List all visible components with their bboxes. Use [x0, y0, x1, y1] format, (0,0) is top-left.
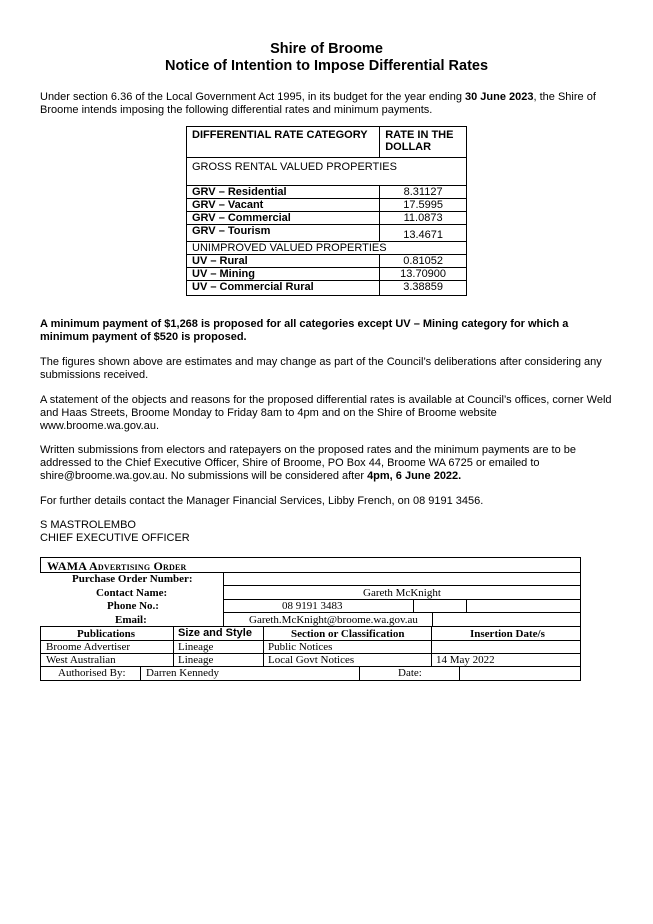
authorised-by-label: Authorised By: — [58, 667, 126, 679]
section-row-uv — [187, 242, 467, 255]
table-row — [187, 268, 467, 281]
column-header-publications: Publications — [77, 628, 136, 640]
rate-cell: 13.4671 — [380, 225, 467, 242]
rate-cell: 17.5995 — [380, 199, 467, 212]
category-cell: GRV – Commercial — [187, 212, 380, 225]
table-row — [187, 212, 467, 225]
minimum-payment-notice: A minimum payment of $1,268 is proposed for all categories except UV – Mining category for which a minimum payment of $520 is proposed. — [40, 318, 569, 343]
rate-cell: 8.31127 — [380, 186, 467, 199]
po-number-label: Purchase Order Number: — [72, 573, 193, 585]
table-row — [187, 186, 467, 199]
section-cell[interactable]: Public Notices — [268, 641, 333, 653]
category-cell: GRV – Residential — [187, 186, 380, 199]
size-cell[interactable]: Lineage — [178, 654, 214, 666]
size-cell[interactable]: Lineage — [178, 641, 214, 653]
page-title: Shire of Broome — [270, 41, 383, 57]
authorised-by-field[interactable]: Darren Kennedy — [146, 667, 219, 679]
publication-cell[interactable]: Broome Advertiser — [46, 641, 131, 653]
statement-paragraph: A statement of the objects and reasons for the proposed differential rates is available at Council’s offices, corner Weld and Haas Streets, Broome Monday to Friday 8am to 4pm and on the Shire of Broome website www.broome.wa.gov.au. — [40, 394, 612, 432]
contact-name-field[interactable]: Gareth McKnight — [363, 587, 441, 599]
category-cell: UV – Rural — [187, 255, 380, 268]
table-row — [187, 199, 467, 212]
email-label: Email: — [115, 614, 147, 626]
signatory-title: CHIEF EXECUTIVE OFFICER — [40, 532, 190, 544]
section-cell[interactable]: Local Govt Notices — [268, 654, 355, 666]
intro-paragraph: Under section 6.36 of the Local Government Act 1995, in its budget for the year ending 30 June 2023, the Shire of Broome intends imposing the following differential rates and minimum payments. — [40, 91, 596, 116]
further-details-paragraph: For further details contact the Manager Financial Services, Libby French, on 08 9191 3456. — [40, 495, 484, 507]
column-header-insertion: Insertion Date/s — [470, 628, 545, 640]
publication-cell[interactable]: West Australian — [46, 654, 116, 666]
category-cell: GRV – Vacant — [187, 199, 380, 212]
category-cell: UV – Mining — [187, 268, 380, 281]
submissions-paragraph: Written submissions from electors and ratepayers on the proposed rates and the minimum payments are to be addressed to the Chief Executive Officer, Shire of Broome, PO Box 44, Broome WA 6725 or emailed to shire@broome.wa.gov.au. No submissions will be considered after 4pm, 6 June 2022. — [40, 444, 577, 482]
budget-year-end-date: 30 June 2023 — [465, 91, 534, 103]
rate-cell: 11.0873 — [380, 212, 467, 225]
section-label-uv: UNIMPROVED VALUED PROPERTIES — [187, 242, 467, 255]
column-header-section: Section or Classification — [291, 628, 405, 640]
table-row — [187, 225, 467, 242]
rate-cell: 3.38859 — [380, 281, 467, 296]
page-subtitle: Notice of Intention to Impose Differential Rates — [164, 58, 489, 74]
date-label: Date: — [398, 667, 422, 679]
order-form-heading: WAMA Advertising Order — [47, 559, 187, 573]
section-row-grv — [187, 158, 467, 186]
signatory-name: S MASTROLEMBO — [40, 519, 136, 531]
phone-field[interactable]: 08 9191 3483 — [282, 600, 343, 612]
section-label-grv: GROSS RENTAL VALUED PROPERTIES — [187, 158, 467, 186]
insertion-date-cell[interactable]: 14 May 2022 — [436, 654, 495, 666]
column-header-rate: RATE IN THE DOLLAR — [380, 127, 467, 158]
rate-cell: 13.70900 — [380, 268, 467, 281]
submission-deadline: 4pm, 6 June 2022. — [367, 470, 462, 482]
email-field[interactable]: Gareth.McKnight@broome.wa.gov.au — [249, 614, 418, 626]
table-row — [187, 255, 467, 268]
column-header-category: DIFFERENTIAL RATE CATEGORY — [187, 127, 380, 158]
table-row — [187, 281, 467, 296]
differential-rates-table — [186, 126, 467, 296]
phone-label: Phone No.: — [107, 600, 159, 612]
category-cell: GRV – Tourism — [187, 225, 380, 242]
category-cell: UV – Commercial Rural — [187, 281, 380, 296]
order-form-heading-box — [40, 557, 581, 573]
rate-cell: 0.81052 — [380, 255, 467, 268]
estimates-paragraph: The figures shown above are estimates and may change as part of the Council’s deliberations after considering any submissions received. — [40, 356, 602, 381]
column-header-size: Size and Style — [178, 627, 252, 639]
contact-name-label: Contact Name: — [96, 587, 168, 599]
rates-table-header — [187, 127, 467, 158]
